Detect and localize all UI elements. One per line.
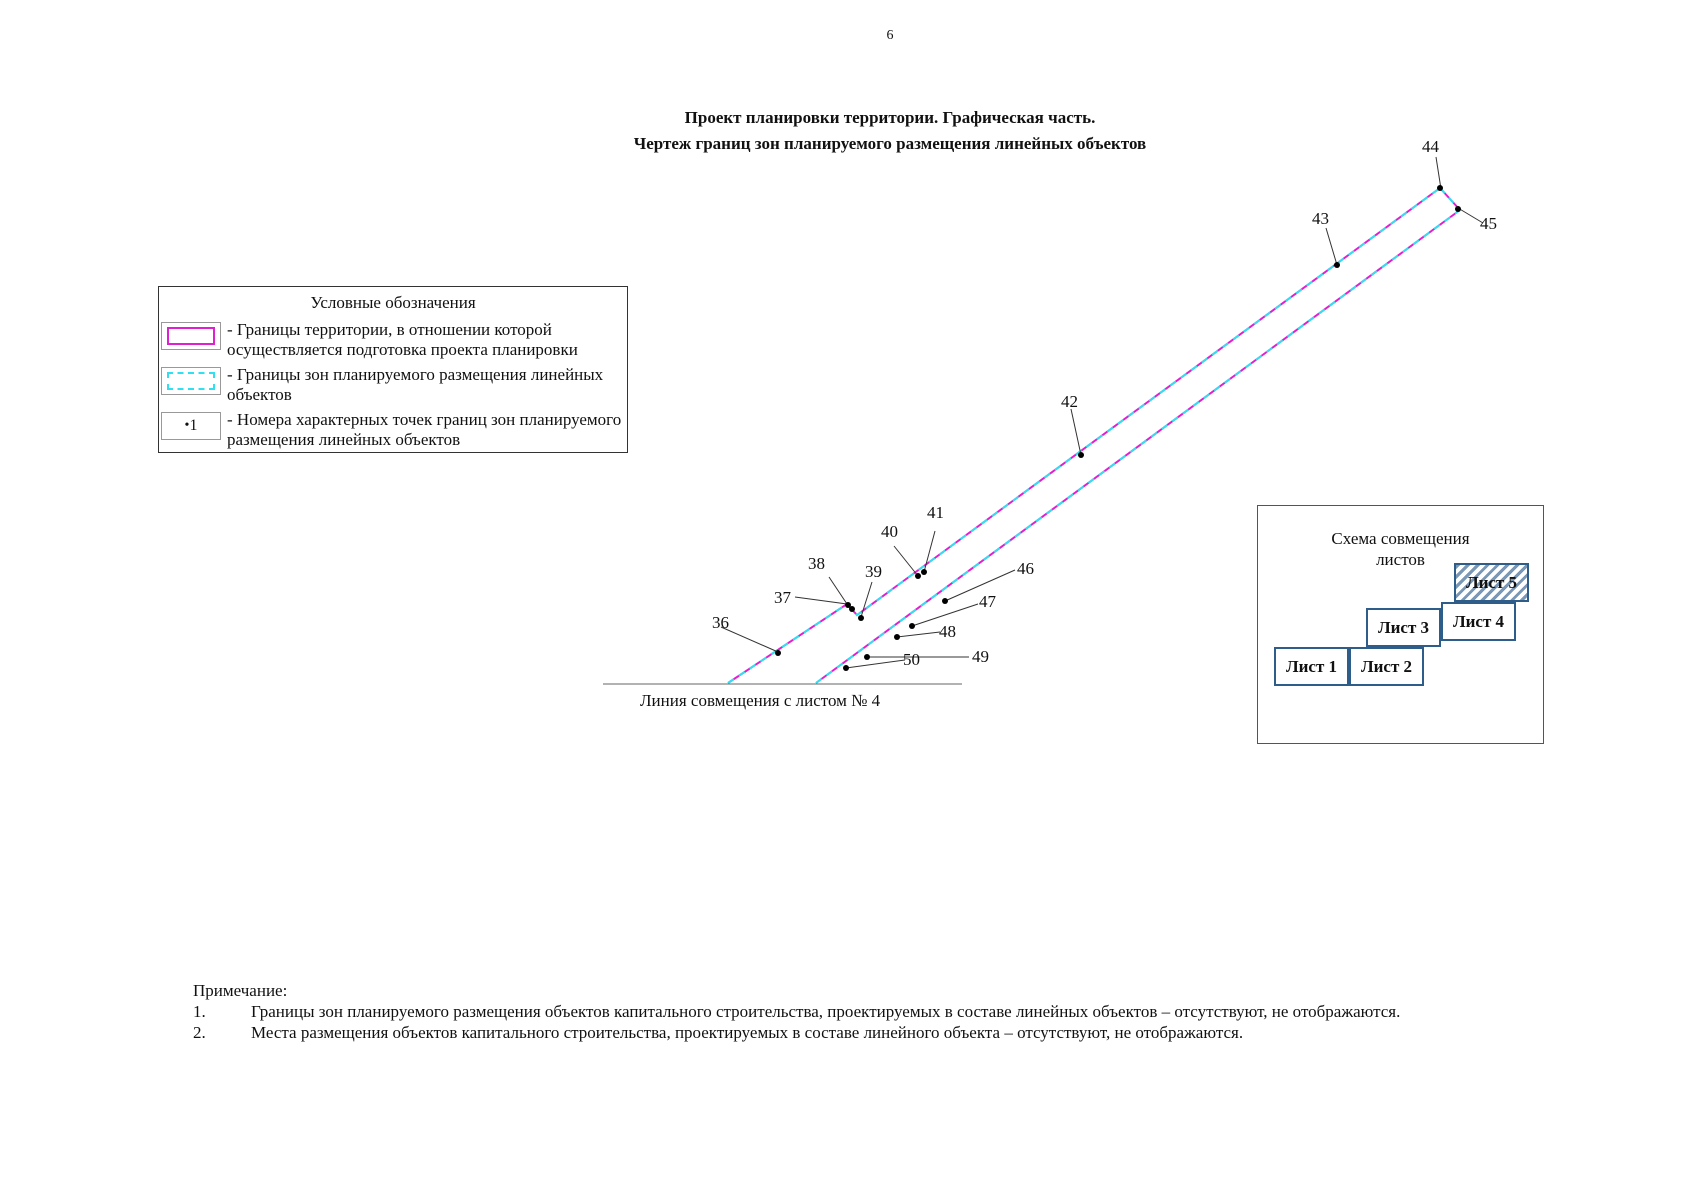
label-37: 37: [774, 588, 791, 607]
legend-item-territory: - Границы территории, в отношении которой осуществляется подготовка проекта планировки: [161, 320, 625, 360]
sheet-4: Лист 4: [1441, 602, 1516, 641]
label-36: 36: [712, 613, 729, 632]
notes: [193, 980, 1400, 1043]
label-40: 40: [881, 522, 898, 541]
notes-heading: Примечание:: [193, 981, 288, 1000]
sheet-5-current: Лист 5: [1454, 563, 1529, 602]
point-47: [909, 623, 915, 629]
label-38: 38: [808, 554, 825, 573]
label-47: 47: [979, 592, 996, 611]
point-44: [1437, 185, 1443, 191]
label-45: 45: [1480, 214, 1497, 233]
point-39: [858, 615, 864, 621]
legend-item-zone: - Границы зон планируемого размещения линейных объектов: [161, 365, 625, 405]
label-39: 39: [865, 562, 882, 581]
sheet-scheme-title: Схема совмещения листов: [1331, 529, 1470, 569]
page-number: 6: [886, 28, 894, 43]
point-46: [942, 598, 948, 604]
sheet-3: Лист 3: [1366, 608, 1441, 647]
legend-title: Условные обозначения: [310, 293, 476, 312]
label-44: 44: [1422, 137, 1439, 156]
sheet-scheme: [1257, 505, 1544, 744]
note-2: 2. Места размещения объектов капитального строительства, проектируемых в составе линейного объекта – отсутствуют, не отображаются.: [193, 1023, 1244, 1042]
point-45: [1455, 206, 1461, 212]
point-49: [864, 654, 870, 660]
label-50: 50: [903, 650, 920, 669]
label-43: 43: [1312, 209, 1329, 228]
point-42: [1078, 452, 1084, 458]
zone-boundary-symbol: [161, 367, 221, 395]
label-41: 41: [927, 503, 944, 522]
legend-item-points: • 1 - Номера характерных точек границ зон планируемого размещения линейных объектов: [161, 410, 625, 450]
point-38: [849, 606, 855, 612]
sheet-1: Лист 1: [1274, 647, 1349, 686]
label-42: 42: [1061, 392, 1078, 411]
sheet-2: Лист 2: [1349, 647, 1424, 686]
label-49: 49: [972, 647, 989, 666]
point-43: [1334, 262, 1340, 268]
territory-boundary-symbol: [161, 322, 221, 350]
label-48: 48: [939, 622, 956, 641]
drawing-title-line1: Проект планировки территории. Графическая часть.: [684, 108, 1096, 127]
match-line-label: Линия совмещения с листом № 4: [640, 691, 881, 710]
label-46: 46: [1017, 559, 1034, 578]
point-36: [775, 650, 781, 656]
note-1: 1. Границы зон планируемого размещения объектов капитального строительства, проектируемых в составе линейных объектов – отсутствуют, не отображаются.: [193, 1002, 1401, 1021]
legend: [158, 286, 628, 453]
point-number-symbol: • 1: [161, 412, 221, 440]
drawing-title-line2: Чертеж границ зон планируемого размещения линейных объектов: [633, 134, 1147, 153]
point-41: [921, 569, 927, 575]
point-40: [915, 573, 921, 579]
point-48: [894, 634, 900, 640]
point-50: [843, 665, 849, 671]
